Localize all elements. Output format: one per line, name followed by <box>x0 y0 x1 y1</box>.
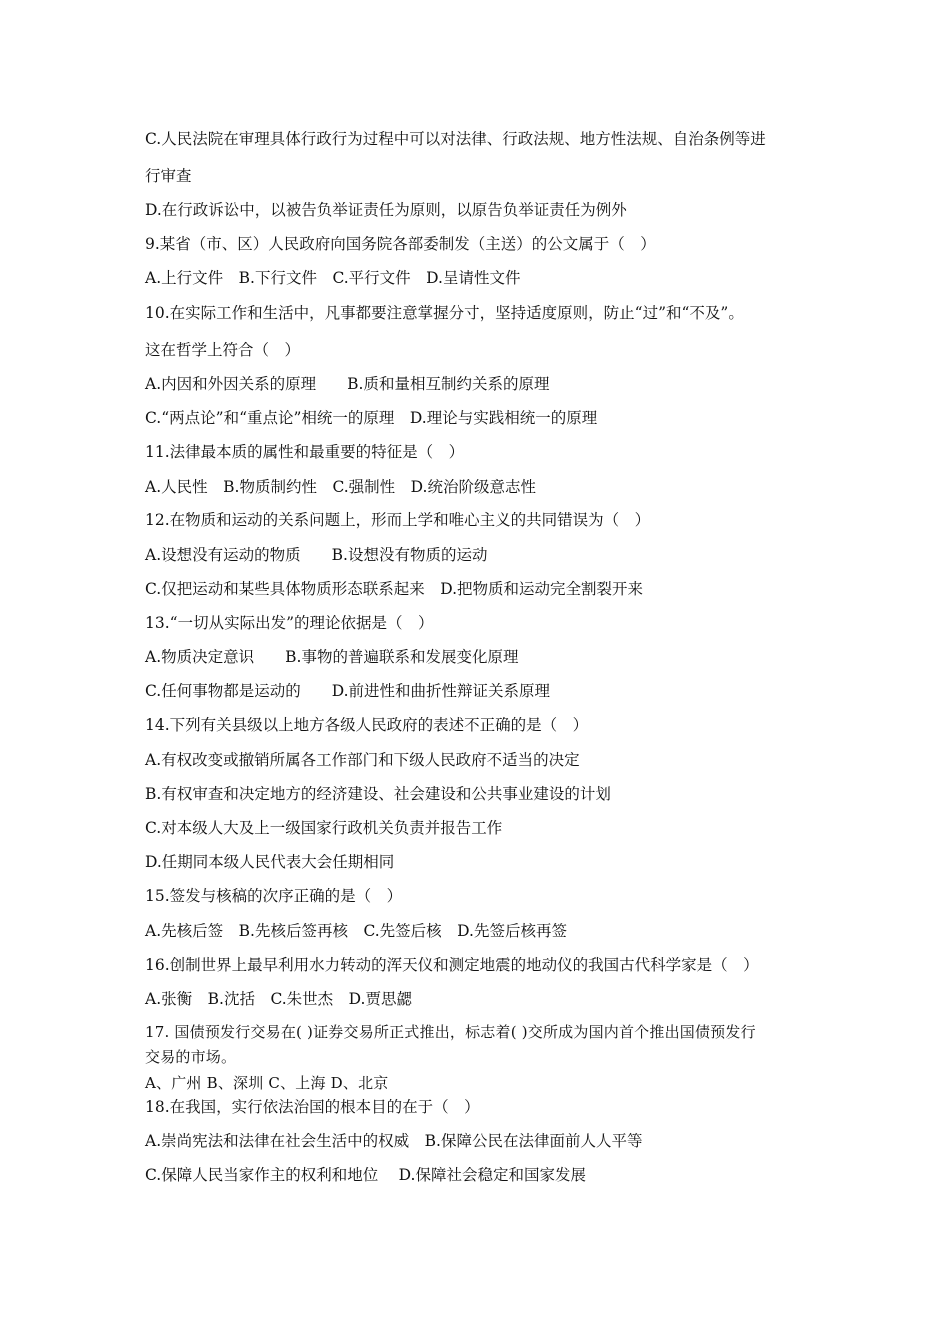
question-13-options-cd: C.任何事物都是运动的 D.前进性和曲折性辩证关系原理 <box>145 682 551 700</box>
question-9-options: A.上行文件 B.下行文件 C.平行文件 D.呈请性文件 <box>145 269 521 287</box>
question-13: 13.“一切从实际出发”的理论依据是（ ） <box>145 614 434 632</box>
question-15: 15.签发与核稿的次序正确的是（ ） <box>145 887 403 905</box>
question-15-options: A.先核后签 B.先核后签再核 C.先签后核 D.先签后核再签 <box>145 922 567 940</box>
question-17-line2: 交易的市场。 <box>145 1048 237 1066</box>
question-16-options: A.张衡 B.沈括 C.朱世杰 D.贾思勰 <box>145 990 412 1008</box>
question-13-options-ab: A.物质决定意识 B.事物的普遍联系和发展变化原理 <box>145 648 519 666</box>
question-10-options-cd: C.“两点论”和“重点论”相统一的原理 D.理论与实践相统一的原理 <box>145 409 598 427</box>
q8-option-d: D.在行政诉讼中，以被告负举证责任为原则，以原告负举证责任为例外 <box>145 201 627 219</box>
question-17-line1: 17. 国债预发行交易在( )证券交易所正式推出，标志着( )交所成为国内首个推出国债预发行 <box>145 1023 756 1041</box>
question-14-option-b: B.有权审查和决定地方的经济建设、社会建设和公共事业建设的计划 <box>145 785 611 803</box>
question-16: 16.创制世界上最早利用水力转动的浑天仪和测定地震的地动仪的我国古代科学家是（ ） <box>145 956 759 974</box>
question-18-options-ab: A.崇尚宪法和法律在社会生活中的权威 B.保障公民在法律面前人人平等 <box>145 1132 643 1150</box>
question-10-options-ab: A.内因和外因关系的原理 B.质和量相互制约关系的原理 <box>145 375 550 393</box>
question-11: 11.法律最本质的属性和最重要的特征是（ ） <box>145 443 465 461</box>
q8-option-c-line2: 行审查 <box>145 167 192 185</box>
question-10-line2: 这在哲学上符合（ ） <box>145 341 301 359</box>
question-14: 14.下列有关县级以上地方各级人民政府的表述不正确的是（ ） <box>145 716 589 734</box>
question-17-options: A、广州 B、深圳 C、上海 D、北京 <box>145 1074 389 1092</box>
question-12-options-ab: A.设想没有运动的物质 B.设想没有物质的运动 <box>145 546 488 564</box>
question-11-options: A.人民性 B.物质制约性 C.强制性 D.统治阶级意志性 <box>145 478 536 496</box>
question-18: 18.在我国，实行依法治国的根本目的在于（ ） <box>145 1098 480 1116</box>
question-14-option-a: A.有权改变或撤销所属各工作部门和下级人民政府不适当的决定 <box>145 751 580 769</box>
question-12: 12.在物质和运动的关系问题上，形而上学和唯心主义的共同错误为（ ） <box>145 511 651 529</box>
question-10-line1: 10.在实际工作和生活中，凡事都要注意掌握分寸，坚持适度原则，防止“过”和“不及”。 <box>145 304 744 322</box>
question-18-options-cd: C.保障人民当家作主的权利和地位 D.保障社会稳定和国家发展 <box>145 1166 586 1184</box>
question-14-option-c: C.对本级人大及上一级国家行政机关负责并报告工作 <box>145 819 503 837</box>
question-14-option-d: D.任期同本级人民代表大会任期相同 <box>145 853 395 871</box>
question-12-options-cd: C.仅把运动和某些具体物质形态联系起来 D.把物质和运动完全割裂开来 <box>145 580 644 598</box>
q8-option-c-line1: C.人民法院在审理具体行政行为过程中可以对法律、行政法规、地方性法规、自治条例等进 <box>145 130 766 148</box>
question-9: 9.某省（市、区）人民政府向国务院各部委制发（主送）的公文属于（ ） <box>145 235 656 253</box>
